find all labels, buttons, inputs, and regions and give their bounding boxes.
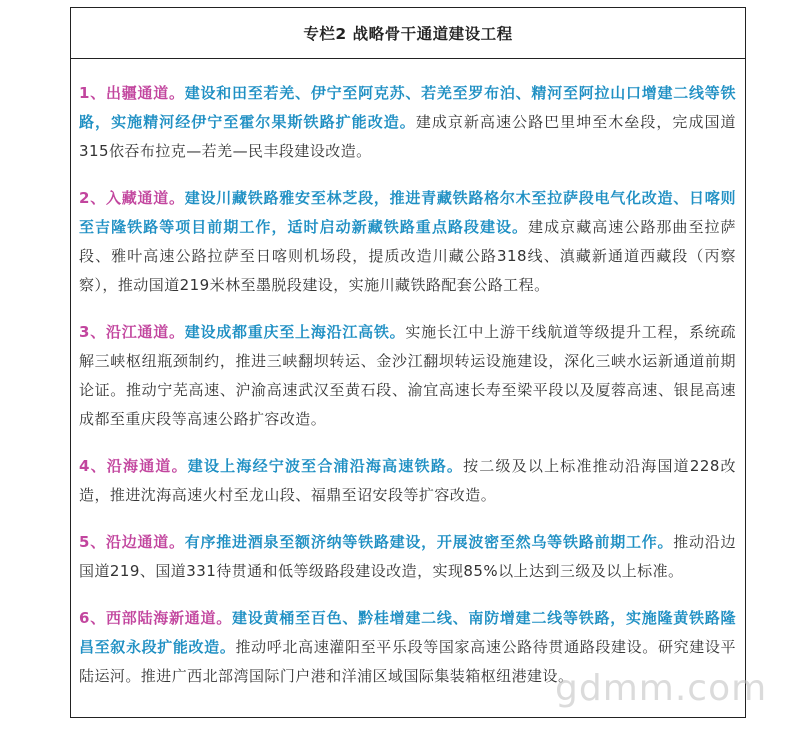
item-body: 按二级及以上标准推动沿海国道228改造，推进沈海高速火村至龙山段、福鼎至诏安段等扩容改造。: [79, 457, 737, 504]
feature-box: [70, 7, 746, 718]
item-body: 建成京藏高速公路那曲至拉萨段、雅叶高速公路拉萨至日喀则机场段，提质改造川藏公路318线、滇藏新通道西藏段（丙察察），推动国道219米林至墨脱段建设，实施川藏铁路配套公路工程。: [79, 218, 736, 294]
item-highlight: 建设上海经宁波至合浦沿海高速铁路。: [187, 457, 464, 475]
item-highlight: 建设和田至若羌、伊宁至阿克苏、若羌至罗布泊、精河至阿拉山口增建二线等铁路，实施精河经伊宁至霍尔果斯铁路扩能改造。: [79, 84, 736, 131]
item-heading: 3、沿江通道。: [79, 323, 185, 341]
item-highlight: 建设成都重庆至上海沿江高铁。: [184, 323, 406, 341]
item-heading: 5、沿边通道。: [79, 533, 185, 551]
item-body: 推动呼北高速灌阳至平乐段等国家高速公路待贯通路段建设。研究建设平陆运河。推进广西北部湾国际门户港和洋浦区域国际集装箱枢纽港建设。: [79, 638, 736, 685]
box-content: [71, 59, 745, 691]
paragraph-item-2: [79, 184, 736, 300]
box-header: [71, 8, 745, 59]
item-highlight: 建设川藏铁路雅安至林芝段，推进青藏铁路格尔木至拉萨段电气化改造、日喀则至吉隆铁路等项目前期工作，适时启动新藏铁路重点路段建设。: [79, 189, 736, 236]
paragraph-item-5: [79, 528, 736, 586]
paragraph-item-4: [79, 452, 736, 510]
paragraph-item-6: [79, 604, 736, 691]
item-heading: 6、西部陆海新通道。: [79, 609, 233, 627]
paragraph-item-3: [79, 318, 736, 434]
item-body: 建成京新高速公路巴里坤至木垒段，完成国道315依吞布拉克—若羌—民丰段建设改造。: [79, 113, 736, 160]
item-body: 推动沿边国道219、国道331待贯通和低等级路段建设改造，实现85%以上达到三级及以上标准。: [79, 533, 736, 580]
paragraph-item-1: [79, 79, 736, 166]
item-heading: 1、出疆通道。: [79, 84, 185, 102]
item-highlight: 建设黄桶至百色、黔桂增建二线、南防增建二线等铁路，实施隆黄铁路隆昌至叙永段扩能改造。: [79, 609, 736, 656]
item-heading: 4、沿海通道。: [79, 457, 188, 475]
box-title: 专栏2 战略骨干通道建设工程: [303, 25, 513, 43]
item-heading: 2、入藏通道。: [79, 189, 185, 207]
item-highlight: 有序推进酒泉至额济纳等铁路建设，开展波密至然乌等铁路前期工作。: [184, 533, 674, 551]
watermark-logo: gdmm.com: [555, 668, 768, 709]
item-body: 实施长江中上游干线航道等级提升工程，系统疏解三峡枢纽瓶颈制约，推进三峡翻坝转运、金沙江翻坝转运设施建设，深化三峡水运新通道前期论证。推动宁芜高速、沪渝高速武汉至黄石段、渝宜高速长寿至梁平段以及厦蓉高速、银昆高速成都至重庆段等高速公路扩容改造。: [79, 323, 736, 428]
